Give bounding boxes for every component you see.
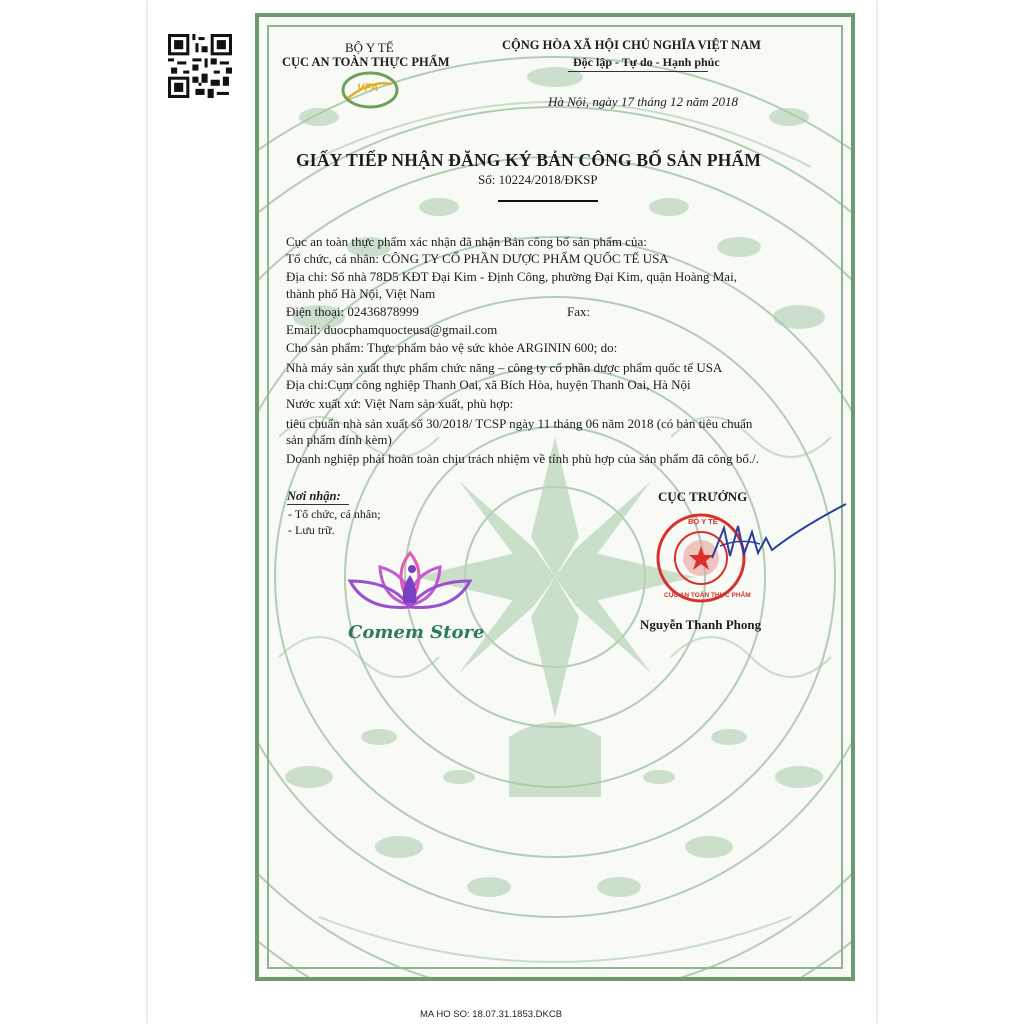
signatory-position: CỤC TRƯỞNG — [658, 489, 748, 504]
body-line-responsibility: Doanh nghiệp phải hoàn toàn chịu trách nhiệm về tính phù hợp của sản phẩm đã công bố./. — [286, 451, 759, 466]
document-number: Số: 10224/2018/ĐKSP — [478, 172, 598, 187]
title-divider — [498, 200, 598, 202]
stamp-ring-text: CỤC AN TOÀN THỰC PHẨM — [664, 592, 751, 599]
body-line-manufacturer: Nhà máy sản xuất thực phẩm chức năng – công ty cổ phần dược phẩm quốc tế USA — [286, 360, 723, 375]
issue-date: Hà Nội, ngày 17 tháng 12 năm 2018 — [548, 94, 738, 109]
body-line-phone: Điện thoại: 02436878999 — [286, 304, 419, 319]
stamp-top-text: BỘ Y TẾ — [688, 517, 718, 526]
signatory-name: Nguyễn Thanh Phong — [640, 617, 762, 632]
body-line-2: Tổ chức, cá nhân: CÔNG TY CỔ PHẦN DƯỢC PHẨM QUỐC TẾ USA — [286, 251, 669, 266]
body-line-attachment: sản phẩm đính kèm) — [286, 432, 392, 447]
country-name: CỘNG HÒA XÃ HỘI CHỦ NGHĨA VIỆT NAM — [502, 38, 761, 52]
document-title: GIẤY TIẾP NHẬN ĐĂNG KÝ BẢN CÔNG BỐ SẢN PHẨM — [296, 150, 762, 170]
qr-code-image — [165, 34, 235, 98]
national-motto: Độc lập - Tự do - Hạnh phúc — [573, 55, 720, 69]
vfa-logo-text: VFA — [357, 82, 379, 94]
handwritten-signature — [700, 498, 850, 578]
body-line-email: Email: duocphamquocteusa@gmail.com — [286, 322, 498, 337]
recipient-item: - Tổ chức, cá nhân; — [288, 507, 381, 521]
dossier-code: MA HO SO: 18.07.31.1853.DKCB — [420, 1009, 563, 1020]
store-name: Comem Store — [348, 622, 485, 643]
body-line-product: Cho sản phẩm: Thực phẩm bảo vệ sức khỏe ARGININ 600; do: — [286, 340, 618, 355]
body-line-factory-address: Địa chỉ:Cụm công nghiệp Thanh Oai, xã Bích Hòa, huyện Thanh Oai, Hà Nội — [286, 377, 691, 392]
body-line-3: Địa chỉ: Số nhà 78D5 KĐT Đại Kim - Định Công, phường Đại Kim, quận Hoàng Mai, — [286, 269, 737, 284]
body-line-origin: Nước xuất xứ: Việt Nam sản xuất, phù hợp: — [286, 396, 514, 411]
recipient-item: - Lưu trữ. — [288, 523, 335, 537]
body-line-4: thành phố Hà Nội, Việt Nam — [286, 286, 436, 301]
body-line-1: Cục an toàn thực phẩm xác nhận đã nhận Bản công bố sản phẩm của: — [286, 234, 647, 249]
recipients-underline — [287, 504, 349, 505]
recipients-heading: Nơi nhận: — [287, 489, 341, 503]
body-line-standard: tiêu chuẩn nhà sản xuất số 30/2018/ TCSP ngày 11 tháng 06 năm 2018 (có bản tiêu chuẩn — [286, 416, 753, 431]
motto-underline — [568, 71, 708, 72]
agency-name: CỤC AN TOÀN THỰC PHẨM — [282, 55, 450, 69]
body-line-fax: Fax: — [567, 304, 591, 319]
ministry-name: BỘ Y TẾ — [345, 40, 394, 55]
